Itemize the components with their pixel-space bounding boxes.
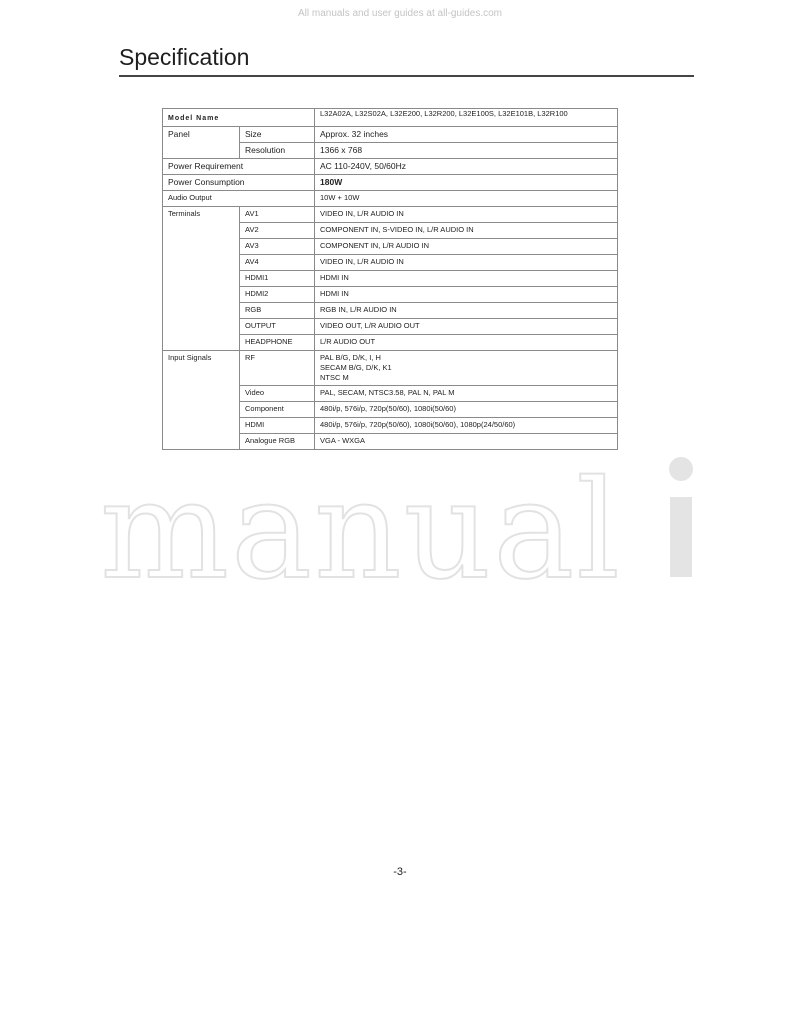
audio-output-row <box>163 191 618 207</box>
terminals-label: Terminals <box>163 207 240 351</box>
rf-line: NTSC M <box>320 373 349 382</box>
terminal-value: L/R AUDIO OUT <box>315 335 618 351</box>
panel-label: Panel <box>163 127 240 159</box>
input-signal-value: PAL, SECAM, NTSC3.58, PAL N, PAL M <box>315 386 618 402</box>
terminal-value: COMPONENT IN, S-VIDEO IN, L/R AUDIO IN <box>315 223 618 239</box>
input-signal-name: HDMI <box>240 418 315 434</box>
input-signal-value: 480i/p, 576i/p, 720p(50/60), 1080i(50/60) <box>315 402 618 418</box>
terminal-value: HDMI IN <box>315 271 618 287</box>
audio-output-value: 10W + 10W <box>315 191 618 207</box>
panel-size-row <box>163 127 618 143</box>
terminal-value: HDMI IN <box>315 287 618 303</box>
terminal-name: AV3 <box>240 239 315 255</box>
terminal-name: HDMI1 <box>240 271 315 287</box>
page-title: Specification <box>119 44 250 70</box>
panel-size-label: Size <box>240 127 315 143</box>
terminal-value: RGB IN, L/R AUDIO IN <box>315 303 618 319</box>
input-signal-name: Component <box>240 402 315 418</box>
input-signal-rf-row <box>163 351 618 386</box>
power-requirement-label: Power Requirement <box>163 159 315 175</box>
terminal-row <box>163 207 618 223</box>
input-signal-value: 480i/p, 576i/p, 720p(50/60), 1080i(50/60), 1080p(24/50/60) <box>315 418 618 434</box>
terminal-name: OUTPUT <box>240 319 315 335</box>
model-names-value: L32A02A, L32S02A, L32E200, L32R200, L32E100S, L32E101B, L32R100 <box>315 109 618 127</box>
manuals-watermark <box>100 455 700 595</box>
power-requirement-value: AC 110-240V, 50/60Hz <box>315 159 618 175</box>
page-number: -3- <box>393 866 407 878</box>
panel-size-value: Approx. 32 inches <box>315 127 618 143</box>
watermark-i-dot <box>669 457 693 481</box>
terminal-name: AV2 <box>240 223 315 239</box>
rf-line: SECAM B/G, D/K, K1 <box>320 363 392 372</box>
input-signal-rf-value <box>315 351 618 386</box>
panel-resolution-label: Resolution <box>240 143 315 159</box>
power-requirement-row <box>163 159 618 175</box>
watermark-i-stem <box>670 497 692 577</box>
watermark-text: manual <box>100 455 622 595</box>
input-signal-value: VGA - WXGA <box>315 434 618 450</box>
specification-table <box>162 108 618 450</box>
site-header-text: All manuals and user guides at all-guides.com <box>298 8 502 19</box>
model-name-label: Model Name <box>163 109 315 127</box>
terminal-name: AV1 <box>240 207 315 223</box>
terminal-value: VIDEO IN, L/R AUDIO IN <box>315 207 618 223</box>
input-signal-name: Analogue RGB <box>240 434 315 450</box>
title-divider <box>119 75 694 77</box>
input-signal-name: Video <box>240 386 315 402</box>
terminal-value: VIDEO OUT, L/R AUDIO OUT <box>315 319 618 335</box>
panel-resolution-value: 1366 x 768 <box>315 143 618 159</box>
terminal-name: HDMI2 <box>240 287 315 303</box>
audio-output-label: Audio Output <box>163 191 315 207</box>
rf-line: PAL B/G, D/K, I, H <box>320 353 381 362</box>
terminal-value: COMPONENT IN, L/R AUDIO IN <box>315 239 618 255</box>
terminal-value: VIDEO IN, L/R AUDIO IN <box>315 255 618 271</box>
terminal-name: HEADPHONE <box>240 335 315 351</box>
power-consumption-row <box>163 175 618 191</box>
model-name-row <box>163 109 618 127</box>
terminal-name: AV4 <box>240 255 315 271</box>
input-signal-name: RF <box>240 351 315 386</box>
power-consumption-label: Power Consumption <box>163 175 315 191</box>
power-consumption-value: 180W <box>315 175 618 191</box>
input-signals-label: Input Signals <box>163 351 240 450</box>
terminal-name: RGB <box>240 303 315 319</box>
